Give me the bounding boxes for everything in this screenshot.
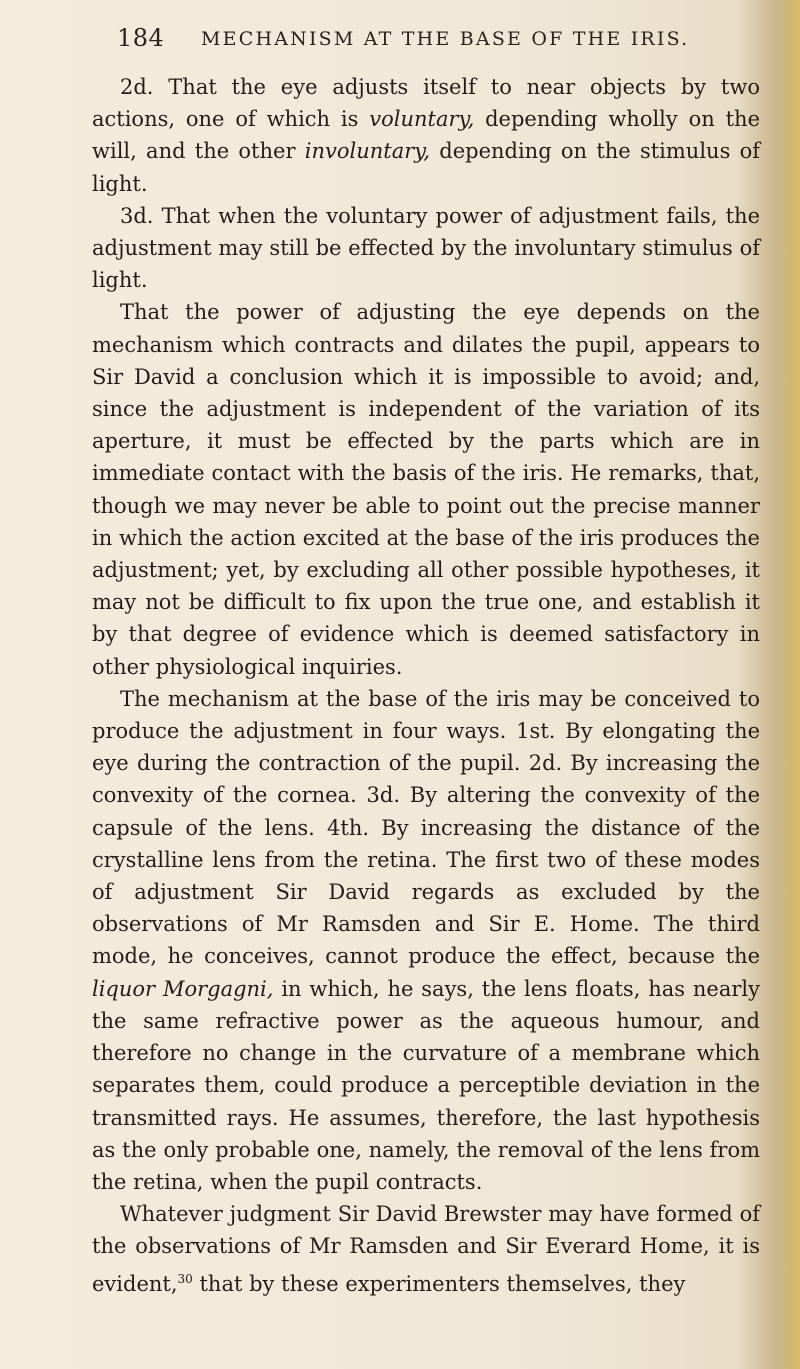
text-run: in which, he says, the lens floats, has nearly the same refractive power as the aqueous humour, and therefore no change in the curvature of a membrane which separates them, could produce a perceptible deviation in the transmitted rays. He assumes, therefore, the last hypothesis as the only probable one, namely, the removal of the lens from the retina, when the pupil contracts. <box>92 976 761 1194</box>
page-edge-shading <box>778 0 800 1369</box>
italic-run: involuntary, <box>304 139 431 164</box>
paragraph <box>92 200 760 297</box>
paragraph <box>92 296 760 682</box>
italic-run: liquor Morgagni, <box>92 976 274 1001</box>
page-number: 184 <box>117 24 165 52</box>
text-run: That the power of adjusting the eye depends on the mechanism which contracts and dilates the pupil, appears to Sir David a conclusion which it is impossible to avoid; and, since the adjustment is independent of the variation of its aperture, it must be effected by the parts which are in immediate contact with the basis of the iris. He remarks, that, though we may never be able to point out the precise manner in which the action excited at the base of the iris produces the adjustment; yet, by excluding all other possible hypotheses, it may not be difficult to fix upon the true one, and establish it by that degree of evidence which is deemed satisfactory in other physiological inquiries. <box>92 300 760 679</box>
paragraph <box>92 71 760 200</box>
text-run: 2d. That the eye adjusts itself to near objects by two actions, one of which is <box>92 75 760 132</box>
running-head: MECHANISM AT THE BASE OF THE IRIS. <box>201 28 690 50</box>
text-run: Whatever judgment Sir David Brewster may have formed of the observations of Mr Ramsden and Sir Everard Home, it is evident, <box>92 1202 760 1296</box>
text-run: depending wholly on the will, and the other <box>92 107 760 164</box>
page-header <box>117 24 777 64</box>
paragraph <box>92 1198 760 1300</box>
italic-run: voluntary, <box>369 107 475 132</box>
text-run: 3d. That when the voluntary power of adjustment fails, the adjustment may still be effected by the involuntary stimulus of light. <box>92 203 760 293</box>
body-text <box>92 71 760 1300</box>
text-run: that by these experimenters themselves, they <box>192 1271 686 1296</box>
paragraph <box>92 683 760 1198</box>
text-run: The mechanism at the base of the iris may be conceived to produce the adjustment in four ways. 1st. By elongating the eye during the contraction of the pupil. 2d. By increasing the convexity of the cornea. 3d. By altering the convexity of the capsule of the lens. 4th. By increasing the distance of the crystalline lens from the retina. The first two of these modes of adjustment Sir David regards as excluded by the observations of Mr Ramsden and Sir E. Home. The third mode, he conceives, cannot produce the effect, because the <box>92 686 760 969</box>
text-run: depending on the stimulus of light. <box>92 139 761 196</box>
footnote-reference: 30 <box>177 1271 193 1286</box>
